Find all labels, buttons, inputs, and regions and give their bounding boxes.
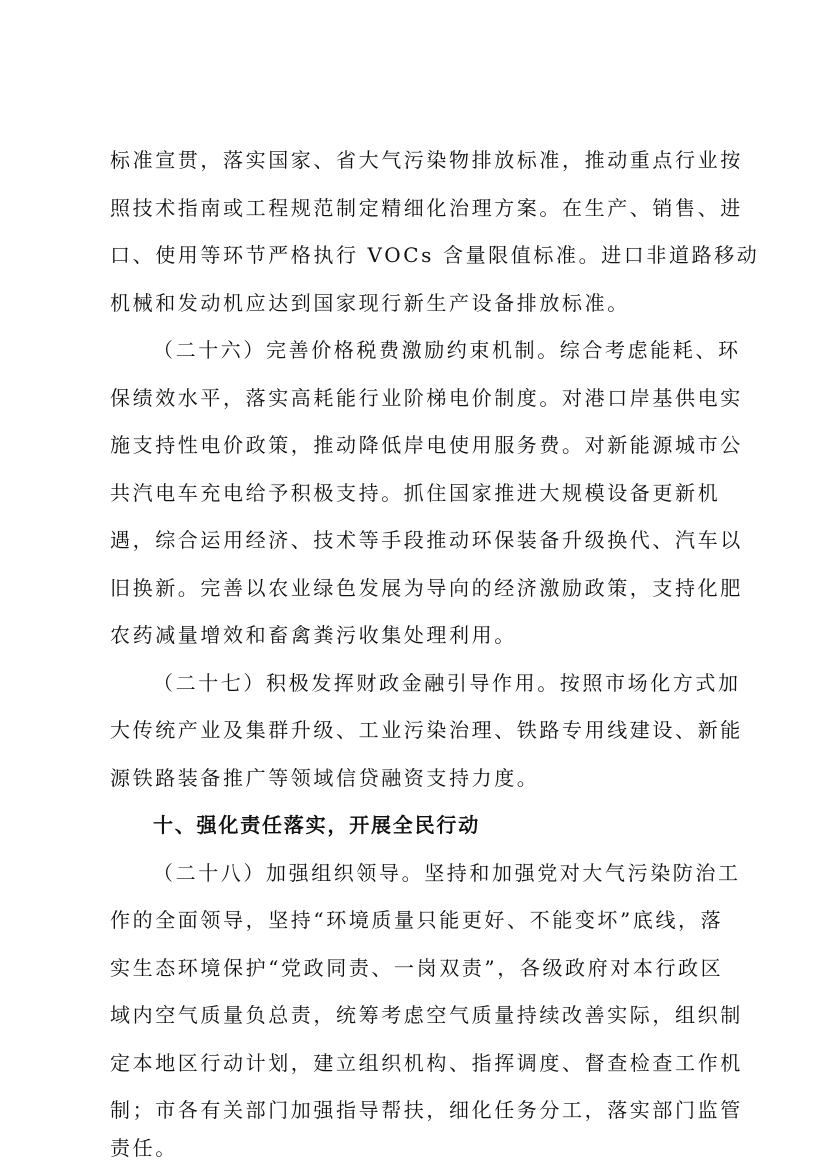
body-text-line: 责任。	[110, 1136, 178, 1160]
body-text-line: 实生态环境保护“党政同责、一岗双责”，各级政府对本行政区	[110, 956, 724, 980]
body-text-line: 照技术指南或工程规范制定精细化治理方案。在生产、销售、进	[110, 196, 743, 220]
body-text-line: 共汽电车充电给予积极支持。抓住国家推进大规模设备更新机	[110, 481, 721, 505]
body-text-line: 旧换新。完善以农业绿色发展为导向的经济激励政策，支持化肥	[110, 576, 743, 600]
body-text-line: 遇，综合运用经济、技术等手段推动环保装备升级换代、汽车以	[110, 528, 743, 552]
section-26-first-line: （二十六）完善价格税费激励约束机制。综合考虑能耗、环	[153, 338, 741, 362]
body-text-line: 定本地区行动计划，建立组织机构、指挥调度、督查检查工作机	[110, 1051, 743, 1075]
body-text-line: 保绩效水平，落实高耗能行业阶梯电价制度。对港口岸基供电实	[110, 386, 743, 410]
body-text-line: 施支持性电价政策，推动降低岸电使用服务费。对新能源城市公	[110, 433, 743, 457]
section-27-first-line: （二十七）积极发挥财政金融引导作用。按照市场化方式加	[153, 671, 741, 695]
body-text-line: 源铁路装备推广等领域信贷融资支持力度。	[110, 766, 540, 790]
section-heading: 十、强化责任落实，开展全民行动	[153, 813, 480, 837]
section-28-first-line: （二十八）加强组织领导。坚持和加强党对大气污染防治工	[153, 861, 741, 885]
body-text-line: 口、使用等环节严格执行 VOCs 含量限值标准。进口非道路移动	[110, 243, 760, 267]
body-text-line: 大传统产业及集群升级、工业污染治理、铁路专用线建设、新能	[110, 718, 743, 742]
body-text-line: 农药减量增效和畜禽粪污收集处理利用。	[110, 623, 517, 647]
body-text-line: 标准宣贯，落实国家、省大气污染物排放标准，推动重点行业按	[110, 148, 743, 172]
body-text-line: 作的全面领导，坚持“环境质量只能更好、不能变坏”底线，落	[110, 908, 724, 932]
body-text-line: 制；市各有关部门加强指导帮扶，细化任务分工，落实部门监管	[110, 1098, 743, 1122]
body-text-line: 机械和发动机应达到国家现行新生产设备排放标准。	[110, 291, 630, 315]
body-text-line: 域内空气质量负总责，统筹考虑空气质量持续改善实际，组织制	[110, 1003, 743, 1027]
